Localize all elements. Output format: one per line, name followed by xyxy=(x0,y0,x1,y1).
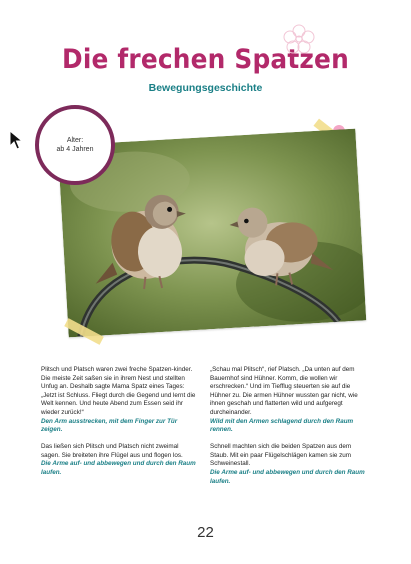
flower-outline-icon xyxy=(282,24,316,54)
story-text: „Schau mal Plitsch“, rief Platsch. „Da unten auf dem Bauernhof sind Hühner. Komm, die wollen wir erschrecken.“ Und im Tiefflug steuerten sie auf die Hühner zu. Die armen Hühner wussten gar nicht, wie ihnen geschah und flatterten wild und aufgeregt durcheinander. xyxy=(210,366,358,416)
paragraph xyxy=(210,443,365,486)
text-column-left xyxy=(41,366,196,486)
movement-instruction: Wild mit den Armen schlagend durch den Raum rennen. xyxy=(210,417,354,434)
movement-instruction: Die Arme auf- und abbewegen und durch den Raum laufen. xyxy=(210,469,365,485)
age-badge xyxy=(35,105,115,185)
text-column-right xyxy=(210,366,365,495)
paragraph xyxy=(210,366,365,435)
story-text: Das ließen sich Plitsch und Platsch nicht zweimal sagen. Sie breiteten ihre Flügel aus und flogen los. xyxy=(41,443,183,459)
story-text: Schnell machten sich die beiden Spatzen aus dem Staub. Mit ein paar Flügelschlägen kamen sie zum Schweinestall. xyxy=(210,443,352,468)
mouse-cursor-icon xyxy=(9,130,23,150)
page-number: 22 xyxy=(197,524,214,541)
age-label: Alter: xyxy=(66,137,84,144)
movement-instruction: Den Arm ausstrecken, mit dem Finger zur Tür zeigen. xyxy=(41,417,178,434)
paragraph xyxy=(41,366,196,435)
page-subtitle: Bewegungsgeschichte xyxy=(148,82,263,94)
age-value: ab 4 Jahren xyxy=(56,146,94,153)
movement-instruction: Die Arme auf- und abbewegen und durch den Raum laufen. xyxy=(41,460,196,477)
paragraph xyxy=(41,443,196,477)
page-title: Die frechen Spatzen xyxy=(62,44,349,75)
story-text: Plitsch und Platsch waren zwei freche Spatzen-kinder. Die meiste Zeit saßen sie in ihrem Nest und stellten Unfug an. Deshalb sagte Mama Spatz eines Tages: „Jetzt ist Schluss. Fliegt durch die Gegend und lernt die Welt kennen. Und heute Abend zum Essen seid ihr wieder zurück!“ xyxy=(41,366,196,416)
